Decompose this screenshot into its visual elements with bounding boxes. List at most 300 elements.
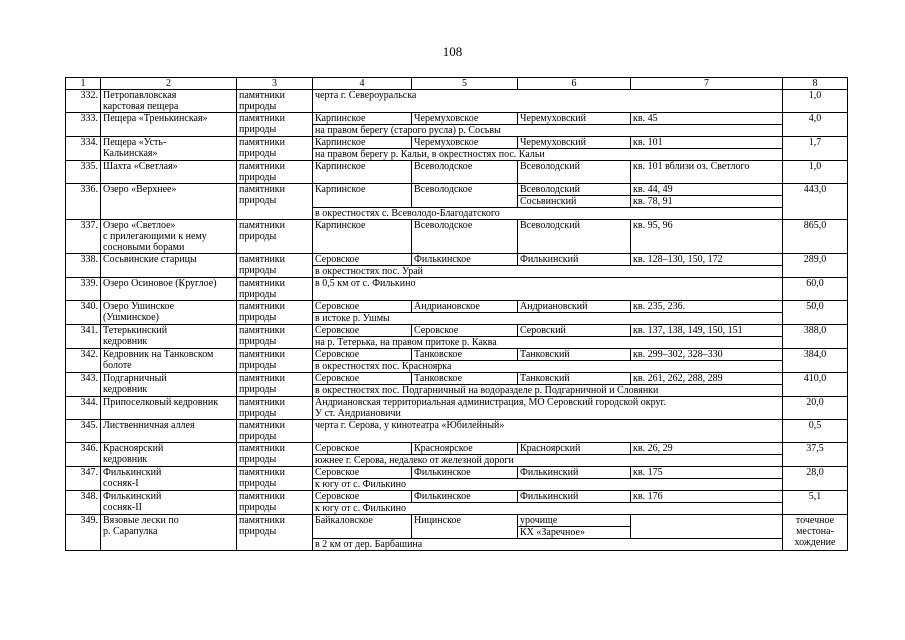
entry-number: 339. bbox=[66, 278, 101, 301]
cell-line: Карпинское bbox=[315, 137, 366, 148]
cell-line: Филькинское bbox=[414, 467, 471, 478]
cell-line: кв. 176 bbox=[633, 491, 663, 502]
cell-line: памятники bbox=[239, 443, 286, 454]
cell-line: кв. 101 bbox=[633, 137, 663, 148]
cell-line: Серовское bbox=[414, 325, 459, 336]
entry-category bbox=[237, 373, 313, 397]
entry-category bbox=[237, 420, 313, 443]
quarter-cell bbox=[631, 349, 783, 361]
location-cell: на правом берегу р. Кальи, в окрестностях пос. Кальи bbox=[313, 149, 783, 161]
cell-line: кв. 299–302, 328–330 bbox=[633, 349, 723, 360]
cell-line: Карпинское bbox=[315, 113, 366, 124]
sub-forestry-cell bbox=[518, 184, 631, 208]
cell-line: Подгарничный bbox=[103, 373, 167, 384]
entry-area: 20,0 bbox=[783, 397, 848, 420]
cell-line: Серовское bbox=[315, 349, 360, 360]
entry-name bbox=[101, 373, 237, 397]
quarter-cell bbox=[631, 325, 783, 337]
cell-line: (Ушминское) bbox=[103, 312, 159, 323]
entry-area: 37,5 bbox=[783, 443, 848, 467]
entry-area: 865,0 bbox=[783, 220, 848, 254]
quarter-cell bbox=[631, 301, 783, 313]
sub-forestry-cell bbox=[518, 220, 631, 254]
forestry-cell bbox=[412, 467, 518, 479]
cell-line: Серовское bbox=[315, 443, 360, 454]
column-header: 8 bbox=[783, 78, 848, 90]
table-row bbox=[66, 491, 848, 503]
sub-forestry-cell bbox=[518, 325, 631, 337]
register-table bbox=[65, 77, 848, 551]
cell-line: природы bbox=[239, 101, 277, 112]
entry-category bbox=[237, 90, 313, 113]
entry-area: 60,0 bbox=[783, 278, 848, 301]
district-cell bbox=[313, 184, 412, 208]
entry-area: 384,0 bbox=[783, 349, 848, 373]
table-row bbox=[66, 254, 848, 266]
table-body bbox=[66, 78, 848, 551]
cell-line: Филькинское bbox=[414, 491, 471, 502]
cell-line: Пещера «Тренькинская» bbox=[103, 113, 208, 124]
entry-number: 341. bbox=[66, 325, 101, 349]
entry-number: 342. bbox=[66, 349, 101, 373]
cell-line: памятники bbox=[239, 420, 286, 431]
forestry-cell bbox=[412, 491, 518, 503]
cell-line: кв. 78, 91 bbox=[631, 196, 782, 208]
cell-line: Карпинское bbox=[315, 184, 366, 195]
entry-name bbox=[101, 137, 237, 161]
cell-line: Филькинское bbox=[414, 254, 471, 265]
cell-line: кв. 261, 262, 288, 289 bbox=[633, 373, 723, 384]
location-cell: черта г. Серова, у кинотеатра «Юбилейный» bbox=[313, 420, 783, 443]
sub-forestry-cell bbox=[518, 349, 631, 361]
column-header: 7 bbox=[631, 78, 783, 90]
cell-line: Серовское bbox=[315, 325, 360, 336]
entry-number: 348. bbox=[66, 491, 101, 515]
cell-line: кв. 128–130, 150, 172 bbox=[633, 254, 723, 265]
cell-line: природы bbox=[239, 231, 277, 242]
table-row bbox=[66, 161, 848, 184]
cell-line: Черемуховский bbox=[520, 113, 586, 124]
sub-forestry-cell-split bbox=[518, 515, 630, 538]
district-cell bbox=[313, 254, 412, 266]
entry-number: 333. bbox=[66, 113, 101, 137]
table-row bbox=[66, 113, 848, 125]
entry-name bbox=[101, 467, 237, 491]
cell-line: Филькинский bbox=[103, 467, 162, 478]
forestry-cell bbox=[412, 515, 518, 539]
entry-name bbox=[101, 420, 237, 443]
cell-line: памятники bbox=[239, 137, 286, 148]
cell-line: сосняк-I bbox=[103, 478, 139, 489]
cell-line: памятники bbox=[239, 278, 286, 289]
cell-line: Пещера «Усть- bbox=[103, 137, 167, 148]
entry-category bbox=[237, 467, 313, 491]
cell-line: природы bbox=[239, 336, 277, 347]
cell-line: природы bbox=[239, 360, 277, 371]
cell-line: Серовское bbox=[315, 301, 360, 312]
cell-line: Шахта «Светлая» bbox=[103, 161, 178, 172]
cell-line: природы bbox=[239, 454, 277, 465]
quarter-cell bbox=[631, 113, 783, 125]
cell-line: Лиственничная аллея bbox=[103, 420, 195, 431]
entry-category bbox=[237, 278, 313, 301]
cell-line: природы bbox=[239, 265, 277, 276]
forestry-cell bbox=[412, 325, 518, 337]
location-cell: к югу от с. Филькино bbox=[313, 503, 783, 515]
cell-line: Сосьвинский bbox=[518, 196, 630, 208]
entry-number: 332. bbox=[66, 90, 101, 113]
location-cell: в истоке р. Ушмы bbox=[313, 313, 783, 325]
cell-line: Серовское bbox=[315, 491, 360, 502]
quarter-cell bbox=[631, 184, 783, 208]
cell-line: урочище bbox=[520, 515, 558, 526]
forestry-cell bbox=[412, 113, 518, 125]
table-row bbox=[66, 349, 848, 361]
cell-line: хождение bbox=[794, 537, 836, 548]
entry-number: 346. bbox=[66, 443, 101, 467]
table-row bbox=[66, 515, 848, 539]
table-row bbox=[66, 325, 848, 337]
entry-area: 388,0 bbox=[783, 325, 848, 349]
quarter-cell bbox=[631, 220, 783, 254]
cell-line: природы bbox=[239, 478, 277, 489]
forestry-cell bbox=[412, 373, 518, 385]
entry-number: 340. bbox=[66, 301, 101, 325]
cell-line: кв. 175 bbox=[633, 467, 663, 478]
entry-name bbox=[101, 443, 237, 467]
table-row bbox=[66, 184, 848, 208]
cell-line: Озеро «Светлое» bbox=[103, 220, 176, 231]
forestry-cell bbox=[412, 184, 518, 208]
entry-category bbox=[237, 491, 313, 515]
cell-line: Филькинский bbox=[520, 254, 579, 265]
entry-category bbox=[237, 515, 313, 551]
entry-number: 344. bbox=[66, 397, 101, 420]
cell-line: Черемуховский bbox=[520, 137, 586, 148]
entry-area: 5,1 bbox=[783, 491, 848, 515]
quarter-cell bbox=[631, 373, 783, 385]
cell-line: памятники bbox=[239, 184, 286, 195]
quarter-cell bbox=[631, 467, 783, 479]
cell-line: памятники bbox=[239, 515, 286, 526]
cell-line: кв. 45 bbox=[633, 113, 658, 124]
location-cell: в окрестностях пос. Урай bbox=[313, 266, 783, 278]
sub-forestry-cell bbox=[518, 161, 631, 184]
cell-line: памятники bbox=[239, 349, 286, 360]
sub-forestry-cell bbox=[518, 254, 631, 266]
cell-line: Карпинское bbox=[315, 220, 366, 231]
entry-category bbox=[237, 161, 313, 184]
cell-line: Кедровник на Танковском bbox=[103, 349, 214, 360]
cell-line: карстовая пещера bbox=[103, 101, 179, 112]
quarter-cell bbox=[631, 161, 783, 184]
cell-line: У ст. Андриановичи bbox=[315, 408, 401, 419]
cell-line: с прилегающими к нему bbox=[103, 231, 207, 242]
entry-number: 334. bbox=[66, 137, 101, 161]
forestry-cell bbox=[412, 220, 518, 254]
location-cell: в окрестностях пос. Подгарничный на водоразделе р. Подгарничной и Словянки bbox=[313, 385, 783, 397]
sub-forestry-cell bbox=[518, 491, 631, 503]
cell-line: сосновыми борами bbox=[103, 242, 185, 253]
entry-category bbox=[237, 254, 313, 278]
sub-forestry-cell-split bbox=[518, 184, 630, 207]
entry-area: 410,0 bbox=[783, 373, 848, 397]
cell-line: памятники bbox=[239, 90, 286, 101]
district-cell bbox=[313, 491, 412, 503]
column-header: 4 bbox=[313, 78, 412, 90]
cell-line: Кальинская» bbox=[103, 148, 158, 159]
district-cell bbox=[313, 443, 412, 455]
sub-forestry-cell bbox=[518, 373, 631, 385]
location-cell: в окрестностях пос. Красноярка bbox=[313, 361, 783, 373]
cell-line: природы bbox=[239, 408, 277, 419]
column-number-row bbox=[66, 78, 848, 90]
entry-name bbox=[101, 397, 237, 420]
entry-number: 338. bbox=[66, 254, 101, 278]
table-row bbox=[66, 397, 848, 420]
location-cell: южнее г. Серова, недалеко от железной дороги bbox=[313, 455, 783, 467]
forestry-cell bbox=[412, 161, 518, 184]
table-row bbox=[66, 137, 848, 149]
cell-line: природы bbox=[239, 526, 277, 537]
cell-line: памятники bbox=[239, 373, 286, 384]
cell-line: природы bbox=[239, 431, 277, 442]
forestry-cell bbox=[412, 137, 518, 149]
district-cell bbox=[313, 113, 412, 125]
cell-line: природы bbox=[239, 148, 277, 159]
entry-name bbox=[101, 113, 237, 137]
cell-line: местона- bbox=[796, 526, 834, 537]
district-cell bbox=[313, 467, 412, 479]
cell-line: кедровник bbox=[103, 454, 148, 465]
cell-line: Озеро Осиновое (Круглое) bbox=[103, 278, 217, 289]
entry-area: 289,0 bbox=[783, 254, 848, 278]
cell-line: Андриановская территориальная администрация, МО Серовский городской округ. bbox=[315, 397, 666, 408]
cell-line: памятники bbox=[239, 397, 286, 408]
entry-category bbox=[237, 349, 313, 373]
location-cell bbox=[313, 397, 783, 420]
cell-line: Филькинский bbox=[520, 491, 579, 502]
entry-number: 345. bbox=[66, 420, 101, 443]
entry-name bbox=[101, 301, 237, 325]
cell-line: р. Сарапулка bbox=[103, 526, 158, 537]
quarter-cell bbox=[631, 491, 783, 503]
district-cell bbox=[313, 373, 412, 385]
forestry-cell bbox=[412, 254, 518, 266]
district-cell bbox=[313, 325, 412, 337]
cell-line: Красноярское bbox=[414, 443, 473, 454]
cell-line: кв. 137, 138, 149, 150, 151 bbox=[633, 325, 743, 336]
cell-line: Всеволодское bbox=[414, 220, 473, 231]
table-row bbox=[66, 301, 848, 313]
cell-line: кв. 101 вблизи оз. Светлого bbox=[633, 161, 750, 172]
entry-area: 1,0 bbox=[783, 90, 848, 113]
cell-line: Андриановский bbox=[520, 301, 588, 312]
cell-line: Красноярский bbox=[103, 443, 164, 454]
quarter-cell bbox=[631, 443, 783, 455]
entry-name bbox=[101, 325, 237, 349]
cell-line: КХ «Заречное» bbox=[518, 527, 630, 539]
entry-area: 1,0 bbox=[783, 161, 848, 184]
quarter-cell bbox=[631, 137, 783, 149]
entry-category bbox=[237, 137, 313, 161]
quarter-cell bbox=[631, 515, 783, 539]
cell-line: Сосьвинские старицы bbox=[103, 254, 197, 265]
table-row bbox=[66, 420, 848, 443]
district-cell bbox=[313, 349, 412, 361]
district-cell bbox=[313, 220, 412, 254]
cell-line: Танковский bbox=[520, 349, 570, 360]
entry-number: 336. bbox=[66, 184, 101, 220]
cell-line: Тетерькинский bbox=[103, 325, 168, 336]
cell-line: кв. 26, 29 bbox=[633, 443, 673, 454]
entry-number: 337. bbox=[66, 220, 101, 254]
cell-line: Красноярский bbox=[520, 443, 581, 454]
cell-line: Карпинское bbox=[315, 161, 366, 172]
entry-name bbox=[101, 90, 237, 113]
sub-forestry-cell bbox=[518, 467, 631, 479]
cell-line: Всеволодское bbox=[414, 161, 473, 172]
entry-name bbox=[101, 278, 237, 301]
cell-line: Черемуховское bbox=[414, 137, 479, 148]
entry-name bbox=[101, 220, 237, 254]
cell-line: Всеволодское bbox=[414, 184, 473, 195]
cell-line: Филькинский bbox=[520, 467, 579, 478]
quarter-cell bbox=[631, 254, 783, 266]
sub-forestry-cell bbox=[518, 515, 631, 539]
entry-category bbox=[237, 220, 313, 254]
location-cell: к югу от с. Филькино bbox=[313, 479, 783, 491]
district-cell bbox=[313, 515, 412, 539]
entry-area: 4,0 bbox=[783, 113, 848, 137]
entry-category bbox=[237, 113, 313, 137]
sub-forestry-cell bbox=[518, 443, 631, 455]
table-row bbox=[66, 443, 848, 455]
cell-line: Вязовые лески по bbox=[103, 515, 179, 526]
cell-line: кв. 235, 236. bbox=[633, 301, 686, 312]
cell-line: памятники bbox=[239, 491, 286, 502]
cell-line: Филькинский bbox=[103, 491, 162, 502]
sub-forestry-cell bbox=[518, 301, 631, 313]
entry-name bbox=[101, 349, 237, 373]
entry-category bbox=[237, 301, 313, 325]
location-cell: на правом берегу (старого русла) р. Сосьвы bbox=[313, 125, 783, 137]
cell-line: памятники bbox=[239, 254, 286, 265]
district-cell bbox=[313, 301, 412, 313]
cell-line: Серовский bbox=[520, 325, 566, 336]
cell-line: кедровник bbox=[103, 336, 148, 347]
entry-number: 343. bbox=[66, 373, 101, 397]
entry-area: 50,0 bbox=[783, 301, 848, 325]
table-row bbox=[66, 467, 848, 479]
entry-name bbox=[101, 161, 237, 184]
table-row bbox=[66, 278, 848, 301]
entry-number: 347. bbox=[66, 467, 101, 491]
entry-category bbox=[237, 325, 313, 349]
location-cell: в 0,5 км от с. Филькино bbox=[313, 278, 783, 301]
entry-category bbox=[237, 184, 313, 220]
entry-area: 1,7 bbox=[783, 137, 848, 161]
cell-line: Озеро «Верхнее» bbox=[103, 184, 177, 195]
cell-line: Андриановское bbox=[414, 301, 480, 312]
entry-number: 335. bbox=[66, 161, 101, 184]
cell-line: Всеволодский bbox=[520, 161, 580, 172]
entry-name bbox=[101, 254, 237, 278]
table-row bbox=[66, 90, 848, 113]
location-cell: черта г. Североуральска bbox=[313, 90, 783, 113]
table-row bbox=[66, 220, 848, 254]
entry-name bbox=[101, 491, 237, 515]
cell-line: памятники bbox=[239, 220, 286, 231]
cell-line: Черемуховское bbox=[414, 113, 479, 124]
column-header: 2 bbox=[101, 78, 237, 90]
cell-line: памятники bbox=[239, 325, 286, 336]
location-cell: в окрестностях с. Всеволодо-Благодатского bbox=[313, 208, 783, 220]
sub-forestry-cell bbox=[518, 137, 631, 149]
entry-name bbox=[101, 184, 237, 220]
district-cell bbox=[313, 137, 412, 149]
quarter-cell-split bbox=[631, 184, 782, 207]
forestry-cell bbox=[412, 301, 518, 313]
entry-area: 0,5 bbox=[783, 420, 848, 443]
cell-line: природы bbox=[239, 384, 277, 395]
cell-line: Припоселковый кедровник bbox=[103, 397, 219, 408]
cell-line: памятники bbox=[239, 467, 286, 478]
cell-line: Всеволодский bbox=[520, 220, 580, 231]
cell-line: сосняк-II bbox=[103, 502, 142, 513]
cell-line: памятники bbox=[239, 301, 286, 312]
cell-line: природы bbox=[239, 502, 277, 513]
forestry-cell bbox=[412, 349, 518, 361]
cell-line: природы bbox=[239, 195, 277, 206]
district-cell bbox=[313, 161, 412, 184]
column-header: 5 bbox=[412, 78, 518, 90]
sub-forestry-cell bbox=[518, 113, 631, 125]
entry-area: 443,0 bbox=[783, 184, 848, 220]
column-header: 6 bbox=[518, 78, 631, 90]
cell-line: Танковское bbox=[414, 349, 463, 360]
cell-line: Озеро Ушинское bbox=[103, 301, 175, 312]
cell-line: природы bbox=[239, 124, 277, 135]
cell-line: Серовское bbox=[315, 467, 360, 478]
cell-line: кв. 44, 49 bbox=[633, 184, 673, 195]
cell-line: болоте bbox=[103, 360, 132, 371]
cell-line: Серовское bbox=[315, 254, 360, 265]
cell-line: памятники bbox=[239, 161, 286, 172]
cell-line: точечное bbox=[795, 515, 835, 526]
cell-line: кв. 95, 96 bbox=[633, 220, 673, 231]
entry-category bbox=[237, 397, 313, 420]
cell-line: Танковское bbox=[414, 373, 463, 384]
forestry-cell bbox=[412, 443, 518, 455]
cell-line: природы bbox=[239, 172, 277, 183]
cell-line: Ницинское bbox=[414, 515, 461, 526]
entry-category bbox=[237, 443, 313, 467]
entry-area: 28,0 bbox=[783, 467, 848, 491]
column-header: 3 bbox=[237, 78, 313, 90]
cell-line: Серовское bbox=[315, 373, 360, 384]
page-number: 108 bbox=[442, 44, 463, 59]
location-cell: в 2 км от дер. Барбашина bbox=[313, 539, 783, 551]
location-cell: на р. Тетерька, на правом притоке р. Каква bbox=[313, 337, 783, 349]
cell-line: Танковский bbox=[520, 373, 570, 384]
table-row bbox=[66, 373, 848, 385]
cell-line: Петропавловская bbox=[103, 90, 177, 101]
cell-line: памятники bbox=[239, 113, 286, 124]
entry-number: 349. bbox=[66, 515, 101, 551]
cell-line: природы bbox=[239, 312, 277, 323]
cell-line: Байкаловское bbox=[315, 515, 373, 526]
